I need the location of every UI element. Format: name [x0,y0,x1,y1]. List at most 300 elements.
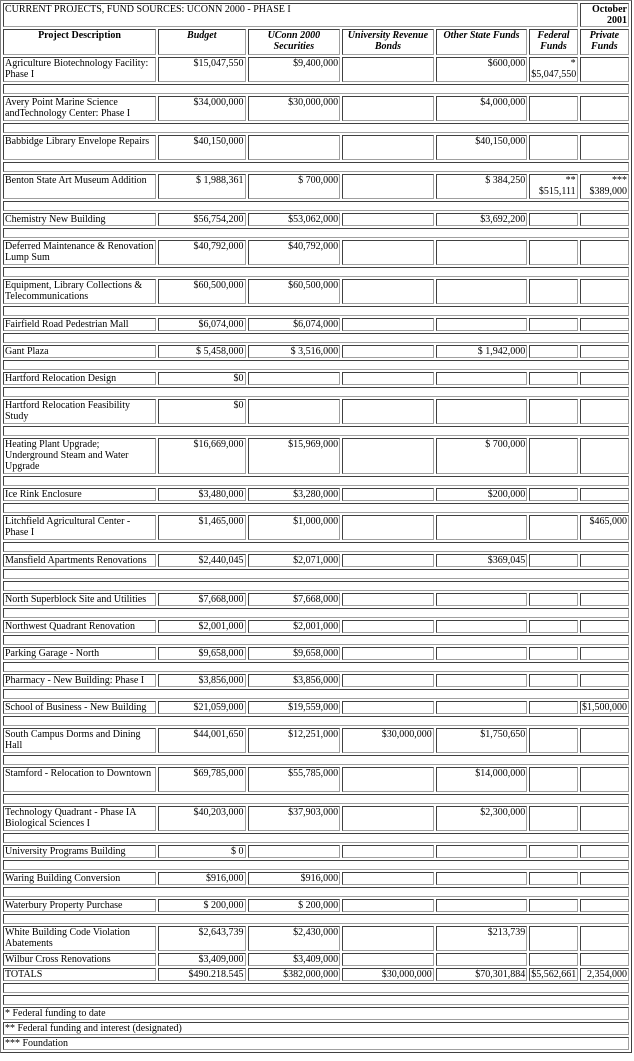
private-funds-value-footnote-mark: *** [612,175,627,186]
bonds-value [342,899,434,912]
spacer-cell [3,716,629,726]
private-funds-value [580,701,629,714]
spacer-cell [3,267,629,277]
spacer-row [3,755,629,765]
budget-value: $40,150,000 [158,135,246,160]
project-row [3,57,629,82]
bonds-value [342,345,434,358]
federal-funds-value [529,515,577,540]
project-description: White Building Code Violation Abatements [3,926,156,951]
state-funds-value: $2,300,000 [436,806,528,831]
spacer-cell [3,689,629,699]
securities-value: $9,400,000 [248,57,341,82]
federal-funds-value [529,372,577,385]
spacer-row [3,833,629,843]
securities-value: $2,430,000 [248,926,341,951]
project-description: Ice Rink Enclosure [3,488,156,501]
state-funds-value: $40,150,000 [436,135,528,160]
project-row [3,438,629,474]
budget-value: $3,480,000 [158,488,246,501]
securities-value: $3,856,000 [248,674,341,687]
project-row [3,279,629,304]
budget-value: $60,500,000 [158,279,246,304]
budget-value: $916,000 [158,872,246,885]
federal-funds-value [529,96,577,121]
project-row [3,399,629,424]
federal-funds-value [529,593,577,606]
securities-value: $ 700,000 [248,174,341,199]
spacer-cell [3,333,629,343]
project-description: North Superblock Site and Utilities [3,593,156,606]
budget-value: $56,754,200 [158,213,246,226]
spacer-cell [3,995,629,1005]
private-funds-value [580,318,629,331]
budget-value: $34,000,000 [158,96,246,121]
federal-funds-value-value: $5,047,550 [531,69,577,80]
project-row [3,845,629,858]
project-description: Parking Garage - North [3,647,156,660]
totals-federal-funds: $5,562,661 [531,969,577,980]
securities-value: $60,500,000 [248,279,341,304]
spacer-cell [3,608,629,618]
project-row [3,701,629,714]
totals-bonds: $30,000,000 [342,968,434,981]
securities-value: $ 3,516,000 [248,345,341,358]
bonds-value [342,767,434,792]
project-row [3,593,629,606]
project-description: Equipment, Library Collections & Telecommunications [3,279,156,304]
federal-funds-value [529,872,577,885]
project-description: Fairfield Road Pedestrian Mall [3,318,156,331]
state-funds-value [436,845,528,858]
federal-funds-value [529,135,577,160]
project-row [3,674,629,687]
spacer-cell [3,794,629,804]
private-funds-value [580,845,629,858]
federal-funds-value [529,345,577,358]
totals-label: TOTALS [3,968,156,981]
column-header-private: Private Funds [580,29,629,55]
column-header-budget: Budget [158,29,246,55]
project-description: Hartford Relocation Feasibility Study [3,399,156,424]
federal-funds-value [529,318,577,331]
spacer-row [3,569,629,579]
spacer-cell [3,123,629,133]
project-row [3,899,629,912]
federal-funds-value [529,57,577,82]
budget-value: $ 200,000 [158,899,246,912]
federal-funds-value [529,674,577,687]
project-row [3,620,629,633]
spacer-cell [3,360,629,370]
bonds-value [342,845,434,858]
budget-value: $1,465,000 [158,515,246,540]
securities-value: $7,668,000 [248,593,341,606]
spacer-cell [3,581,629,591]
private-funds-value [580,438,629,474]
federal-funds-value [529,554,577,567]
budget-value: $7,668,000 [158,593,246,606]
state-funds-value [436,701,528,714]
project-description: Wilbur Cross Renovations [3,953,156,966]
securities-value: $916,000 [248,872,341,885]
securities-value: $40,792,000 [248,240,341,265]
project-row [3,767,629,792]
project-description: Hartford Relocation Design [3,372,156,385]
private-funds-value [580,213,629,226]
spacer-row [3,123,629,133]
securities-value: $3,280,000 [248,488,341,501]
private-funds-value [580,279,629,304]
securities-value: $37,903,000 [248,806,341,831]
private-funds-value [580,399,629,424]
bonds-value [342,872,434,885]
securities-value: $12,251,000 [248,728,341,753]
bonds-value [342,174,434,199]
column-header-bonds: University Revenue Bonds [342,29,434,55]
project-row [3,345,629,358]
state-funds-value: $ 700,000 [436,438,528,474]
project-row [3,515,629,540]
state-funds-value: $369,045 [436,554,528,567]
bonds-value [342,279,434,304]
footnote: *** Foundation [3,1037,629,1050]
bonds-value [342,926,434,951]
spacer-row [3,716,629,726]
bonds-value [342,135,434,160]
state-funds-value [436,953,528,966]
budget-value: $2,440,045 [158,554,246,567]
project-row [3,806,629,831]
spacer-cell [3,887,629,897]
budget-value: $ 5,458,000 [158,345,246,358]
spacer-cell [3,569,629,579]
spacer-cell [3,662,629,672]
project-row [3,96,629,121]
private-funds-value [580,488,629,501]
private-funds-value [580,647,629,660]
federal-funds-value [529,845,577,858]
spacer-row [3,267,629,277]
private-funds-value [580,872,629,885]
private-funds-value-value: $465,000 [589,516,627,527]
bonds-value [342,806,434,831]
budget-value: $15,047,550 [158,57,246,82]
spacer-row [3,503,629,513]
budget-value: $16,669,000 [158,438,246,474]
header-row [3,29,629,55]
bonds-value [342,57,434,82]
state-funds-value: $1,750,650 [436,728,528,753]
bonds-value [342,438,434,474]
column-header-securities: UConn 2000 Securities [248,29,341,55]
securities-value [248,399,341,424]
project-description: Stamford - Relocation to Downtown [3,767,156,792]
project-description: Northwest Quadrant Renovation [3,620,156,633]
footnote: * Federal funding to date [3,1007,629,1020]
bonds-value [342,96,434,121]
state-funds-value: $ 384,250 [436,174,528,199]
securities-value [248,135,341,160]
budget-value: $6,074,000 [158,318,246,331]
federal-funds-value-footnote-mark: ** [565,175,576,186]
spacer-cell [3,503,629,513]
report-date-year: 2001 [607,15,627,26]
private-funds-value-value: $1,500,000 [582,702,627,713]
project-row [3,554,629,567]
project-description: Heating Plant Upgrade; Underground Steam and Water Upgrade [3,438,156,474]
private-funds-value [580,96,629,121]
spacer-row [3,608,629,618]
bonds-value [342,647,434,660]
spacer-row [3,476,629,486]
federal-funds-value [529,488,577,501]
budget-value: $21,059,000 [158,701,246,714]
private-funds-value [580,926,629,951]
spacer-row [3,635,629,645]
federal-funds-value [529,174,577,199]
footnote: ** Federal funding and interest (designated) [3,1022,629,1035]
state-funds-value [436,515,528,540]
spacer-row [3,426,629,436]
private-funds-value [580,174,629,199]
budget-value: $9,658,000 [158,647,246,660]
project-row [3,728,629,753]
bonds-value [342,593,434,606]
spacer-cell [3,983,629,993]
spacer-row [3,860,629,870]
column-header-federal: Federal Funds [529,29,577,55]
project-row [3,135,629,160]
private-funds-value [580,345,629,358]
project-row [3,488,629,501]
state-funds-value [436,240,528,265]
totals-securities: $382,000,000 [248,968,341,981]
state-funds-value [436,372,528,385]
budget-value: $2,643,739 [158,926,246,951]
budget-value: $69,785,000 [158,767,246,792]
federal-funds-value [529,728,577,753]
spacer-row [3,333,629,343]
bonds-value [342,620,434,633]
spacer-row [3,887,629,897]
private-funds-value [580,674,629,687]
bonds-value [342,701,434,714]
project-row [3,953,629,966]
budget-value: $40,203,000 [158,806,246,831]
spacer-cell [3,426,629,436]
private-funds-value [580,806,629,831]
securities-value: $30,000,000 [248,96,341,121]
project-description: Pharmacy - New Building: Phase I [3,674,156,687]
totals-row [3,968,629,981]
private-funds-value [580,372,629,385]
securities-value: $ 200,000 [248,899,341,912]
spacer-row [3,689,629,699]
budget-value: $40,792,000 [158,240,246,265]
federal-funds-value [529,240,577,265]
bonds-value [342,372,434,385]
securities-value [248,845,341,858]
federal-funds-value-footnote-mark: * [570,58,576,69]
bonds-value [342,213,434,226]
state-funds-value: $600,000 [436,57,528,82]
project-description: Deferred Maintenance & Renovation Lump Sum [3,240,156,265]
spacer-row [3,387,629,397]
private-funds-value [580,135,629,160]
budget-value: $3,409,000 [158,953,246,966]
title-row [3,3,629,27]
project-row [3,872,629,885]
state-funds-value: $14,000,000 [436,767,528,792]
project-description: South Campus Dorms and Dining Hall [3,728,156,753]
bonds-value: $30,000,000 [342,728,434,753]
federal-funds-value [529,399,577,424]
state-funds-value [436,593,528,606]
footnote-row [3,1037,629,1050]
bonds-value [342,240,434,265]
project-row [3,647,629,660]
private-funds-value [580,953,629,966]
securities-value: $6,074,000 [248,318,341,331]
project-description: University Programs Building [3,845,156,858]
budget-value: $0 [158,399,246,424]
spacer-cell [3,914,629,924]
bonds-value [342,515,434,540]
private-funds-value [580,620,629,633]
totals-budget: $490.218.545 [158,968,246,981]
project-description: Waterbury Property Purchase [3,899,156,912]
securities-value: $55,785,000 [248,767,341,792]
spacer-cell [3,228,629,238]
bonds-value [342,399,434,424]
private-funds-value [580,728,629,753]
federal-funds-value-value: $515,111 [538,186,576,197]
federal-funds-value [529,767,577,792]
state-funds-value [436,620,528,633]
federal-funds-value [529,620,577,633]
project-description: Babbidge Library Envelope Repairs [3,135,156,160]
bonds-value [342,488,434,501]
column-header-state: Other State Funds [436,29,528,55]
federal-funds-value [529,926,577,951]
state-funds-value [436,318,528,331]
bonds-value [342,318,434,331]
project-row [3,318,629,331]
project-row [3,240,629,265]
report-date [580,3,629,27]
state-funds-value: $3,692,200 [436,213,528,226]
spacer-cell [3,387,629,397]
state-funds-value: $4,000,000 [436,96,528,121]
project-description: Agriculture Biotechnology Facility: Phase I [3,57,156,82]
spacer-row [3,995,629,1005]
securities-value: $1,000,000 [248,515,341,540]
private-funds-value [580,899,629,912]
securities-value: $2,071,000 [248,554,341,567]
budget-value: $44,001,650 [158,728,246,753]
project-description: Chemistry New Building [3,213,156,226]
report-date-month: October [592,4,627,15]
totals-private-funds: 2,354,000 [580,968,629,981]
spacer-row [3,662,629,672]
private-funds-value [580,515,629,540]
spacer-row [3,201,629,211]
state-funds-value [436,899,528,912]
federal-funds-value [529,899,577,912]
spacer-cell [3,755,629,765]
federal-funds-value [529,438,577,474]
footnote-row [3,1022,629,1035]
project-description: Gant Plaza [3,345,156,358]
private-funds-value [580,57,629,82]
state-funds-value: $200,000 [436,488,528,501]
spacer-cell [3,635,629,645]
securities-value: $3,409,000 [248,953,341,966]
state-funds-value [436,647,528,660]
private-funds-value [580,767,629,792]
project-row [3,213,629,226]
spacer-row [3,84,629,94]
federal-funds-value [529,279,577,304]
state-funds-value [436,279,528,304]
state-funds-value: $213,739 [436,926,528,951]
project-description: School of Business - New Building [3,701,156,714]
spacer-cell [3,833,629,843]
footnote-row [3,1007,629,1020]
budget-value: $2,001,000 [158,620,246,633]
securities-value: $53,062,000 [248,213,341,226]
securities-value [248,372,341,385]
private-funds-value [580,240,629,265]
spacer-row [3,983,629,993]
spacer-row [3,162,629,172]
securities-value: $9,658,000 [248,647,341,660]
totals-state-funds: $70,301,884 [436,968,528,981]
spacer-row [3,228,629,238]
spacer-cell [3,306,629,316]
budget-value: $3,856,000 [158,674,246,687]
budget-value: $ 0 [158,845,246,858]
state-funds-value [436,872,528,885]
project-description: Benton State Art Museum Addition [3,174,156,199]
federal-funds-value [529,806,577,831]
project-description: Avery Point Marine Science andTechnology Center: Phase I [3,96,156,121]
state-funds-value [436,399,528,424]
federal-funds-value [529,213,577,226]
spacer-cell [3,84,629,94]
budget-value: $ 1,988,361 [158,174,246,199]
spacer-cell [3,476,629,486]
spacer-row [3,581,629,591]
spacer-cell [3,860,629,870]
securities-value: $19,559,000 [248,701,341,714]
state-funds-value [436,674,528,687]
project-row [3,372,629,385]
bonds-value [342,674,434,687]
column-header-project: Project Description [3,29,156,55]
federal-funds-value [529,701,577,714]
spacer-cell [3,542,629,552]
state-funds-value: $ 1,942,000 [436,345,528,358]
bonds-value [342,554,434,567]
spacer-row [3,306,629,316]
project-description: Waring Building Conversion [3,872,156,885]
spacer-row [3,794,629,804]
spacer-row [3,542,629,552]
budget-value: $0 [158,372,246,385]
securities-value: $2,001,000 [248,620,341,633]
